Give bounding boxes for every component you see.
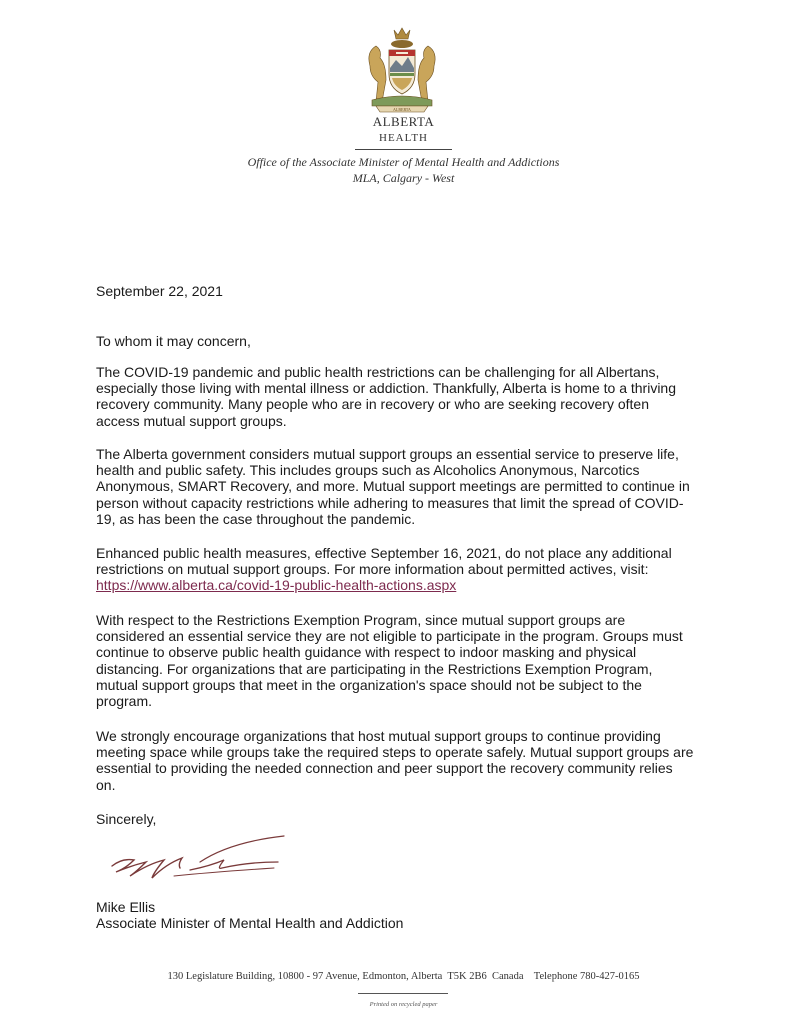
public-health-actions-link[interactable]: https://www.alberta.ca/covid-19-public-health-actions.aspx: [96, 577, 457, 594]
paragraph-3: [96, 545, 696, 594]
paragraph-1: The COVID-19 pandemic and public health restrictions can be challenging for all Albertans, especially those living with mental illness or addiction. Thankfully, Alberta is home to a thriving recovery community. Many people who are in recovery or who are seeking recovery often access mutual support groups.: [96, 364, 676, 429]
signer-title: Associate Minister of Mental Health and Addiction: [96, 915, 404, 931]
alberta-coat-of-arms-logo: [362, 26, 442, 114]
footer-divider: [358, 993, 448, 994]
footer-address: 130 Legislature Building, 10800 - 97 Avenue, Edmonton, Alberta T5K 2B6 Canada Telephone 780-427-0165: [167, 971, 640, 982]
paragraph-5: We strongly encourage organizations that host mutual support groups to continue providing meeting space while groups take the required steps to operate safely. Mutual support groups are essential to providing the needed connection and peer support the recovery community relies on.: [96, 728, 694, 793]
signer-name: Mike Ellis: [96, 899, 156, 915]
handwritten-signature: [104, 832, 294, 890]
recycled-paper-note: Printed on recycled paper: [369, 1001, 438, 1008]
office-subtitle: MLA, Calgary - West: [352, 171, 455, 185]
paragraph-4: With respect to the Restrictions Exemption Program, since mutual support groups are considered an essential service they are not eligible to participate in the program. Groups must continue to observe public health guidance with respect to indoor masking and physical distancing. For organizations that are participating in the Restrictions Exemption Program, mutual support groups that meet in the organization's space should not be subject to the program.: [96, 612, 683, 710]
salutation: To whom it may concern,: [96, 333, 251, 349]
organization-name: ALBERTA: [372, 114, 435, 129]
paragraph-2: The Alberta government considers mutual support groups an essential service to preserve life, health and public safety. This includes groups such as Alcoholics Anonymous, Narcotics Anonymous, SMART Recovery, and more. Mutual support meetings are permitted to continue in person without capacity restrictions while adhering to measures that limit the spread of COVID-19, as has been the case throughout the pandemic.: [96, 446, 690, 527]
letterhead-divider: [355, 149, 452, 150]
department-name: HEALTH: [379, 132, 428, 144]
paragraph-3-text: Enhanced public health measures, effective September 16, 2021, do not place any additional restrictions on mutual support groups. For more information about permitted actives, visit:: [96, 545, 672, 578]
closing: Sincerely,: [96, 811, 157, 827]
crest-motto-ribbon: ALBERTA: [393, 107, 411, 112]
letter-date: September 22, 2021: [96, 283, 223, 299]
office-title: Office of the Associate Minister of Mental Health and Addictions: [247, 155, 560, 169]
